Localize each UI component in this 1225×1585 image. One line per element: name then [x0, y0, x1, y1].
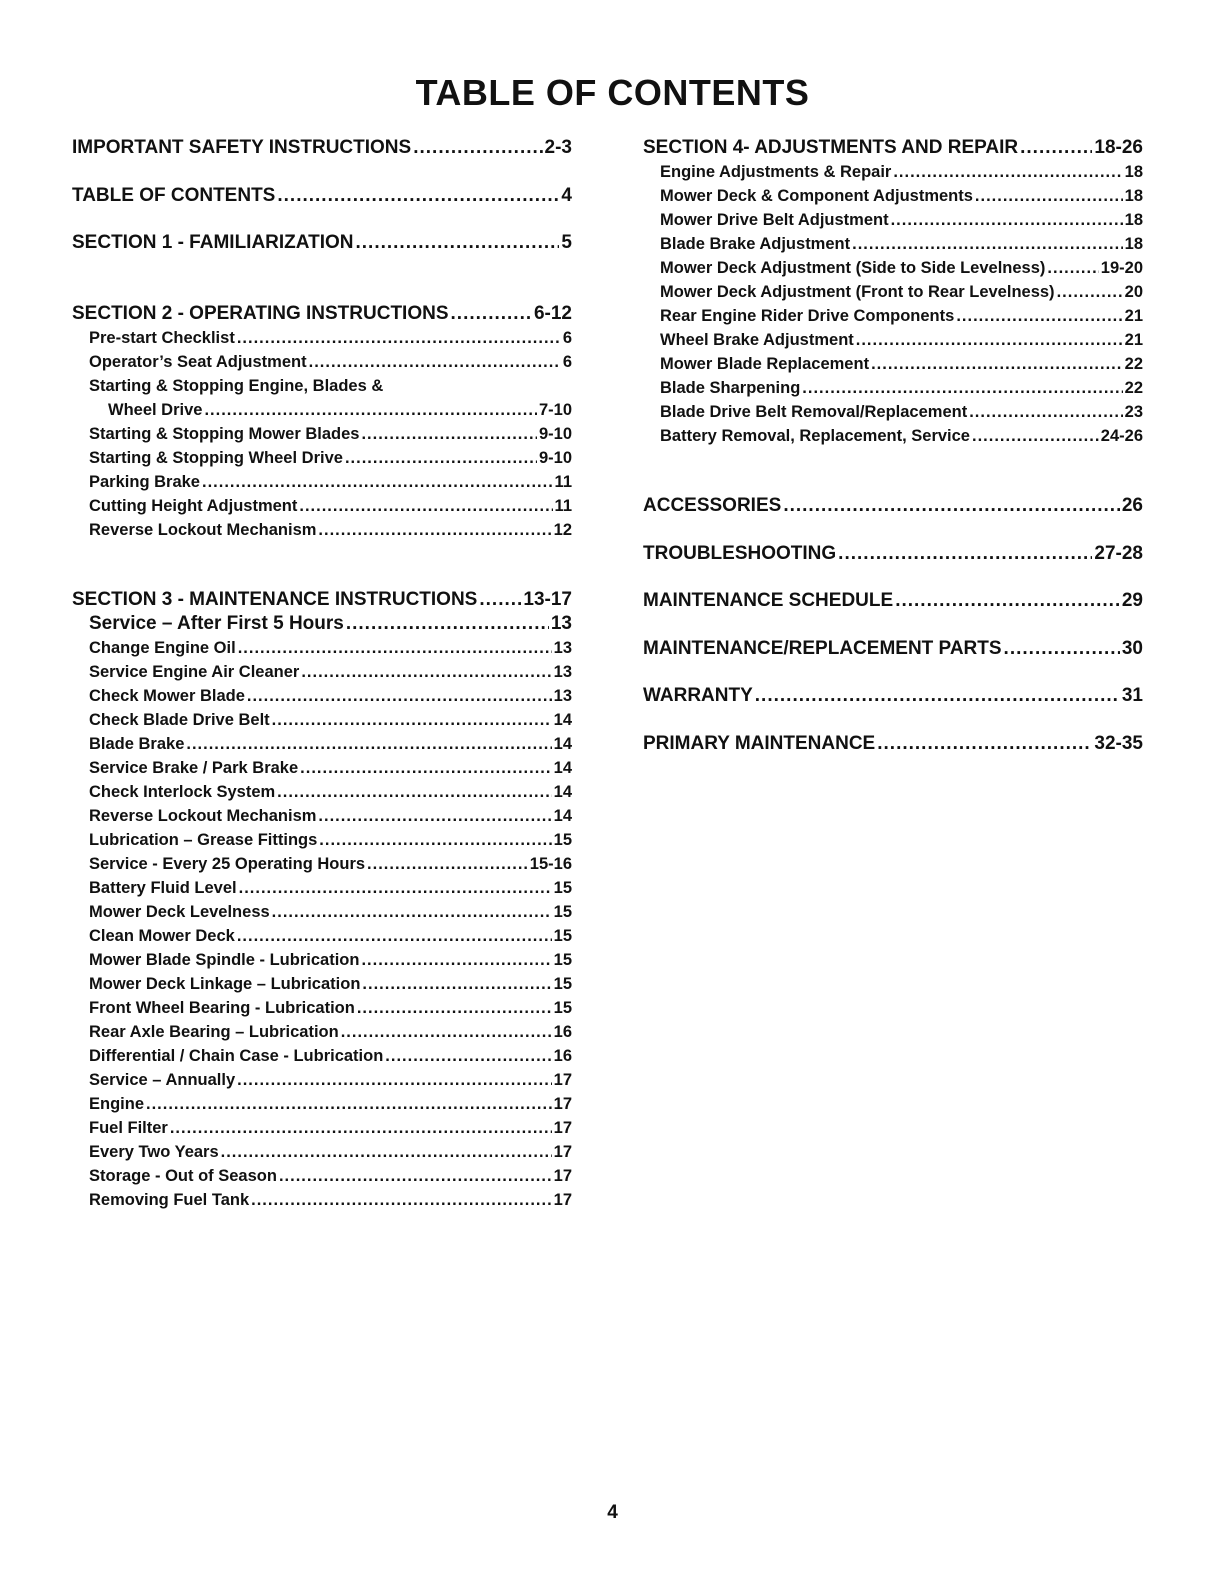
entry-page: 11 — [554, 497, 572, 515]
toc-subentry[interactable] — [643, 376, 1143, 400]
dot-leader — [361, 422, 537, 446]
toc-subentry[interactable] — [72, 852, 572, 876]
entry-page: 13 — [553, 639, 572, 657]
dot-leader — [838, 542, 1092, 566]
toc-subentry[interactable] — [643, 160, 1143, 184]
entry-title: Starting & Stopping Mower Blades — [89, 425, 360, 443]
entry-page: 13-17 — [523, 589, 572, 610]
entry-page: 17 — [553, 1095, 572, 1113]
dot-leader — [277, 780, 551, 804]
dot-leader — [279, 1164, 552, 1188]
entry-page: 11 — [554, 473, 572, 491]
entry-title: Mower Blade Replacement — [660, 355, 870, 373]
toc-subentry[interactable] — [72, 326, 572, 350]
toc-subentry[interactable] — [72, 924, 572, 948]
toc-subentry[interactable] — [72, 1164, 572, 1188]
entry-title: Cutting Height Adjustment — [89, 497, 298, 515]
toc-subentry[interactable] — [72, 1140, 572, 1164]
entry-title: PRIMARY MAINTENANCE — [643, 732, 876, 754]
entry-page: 6 — [562, 353, 572, 371]
entry-title: Mower Drive Belt Adjustment — [660, 211, 889, 229]
toc-right-column — [643, 136, 1143, 756]
entry-page: 18 — [1124, 235, 1143, 253]
toc-subentry-service-first[interactable] — [72, 612, 572, 636]
toc-entry-toc[interactable] — [72, 184, 572, 208]
toc-subentry[interactable] — [643, 232, 1143, 256]
entry-title: MAINTENANCE SCHEDULE — [643, 590, 894, 611]
entry-title: Every Two Years — [89, 1143, 219, 1161]
toc-subentry[interactable] — [643, 208, 1143, 232]
toc-subentry[interactable] — [72, 398, 572, 422]
entry-title: Pre-start Checklist — [89, 329, 235, 347]
dot-leader — [346, 612, 549, 636]
dot-leader — [237, 1068, 552, 1092]
toc-subentry[interactable] — [72, 828, 572, 852]
dot-leader — [345, 446, 537, 470]
toc-subentry[interactable] — [72, 684, 572, 708]
entry-page: 14 — [553, 735, 572, 753]
entry-title: Mower Deck Levelness — [89, 903, 270, 921]
entry-page: 18 — [1124, 211, 1143, 229]
entry-page: 15 — [553, 927, 572, 945]
toc-entry-primary-maintenance[interactable] — [643, 732, 1143, 756]
entry-title: Fuel Filter — [89, 1119, 168, 1137]
entry-page: 18 — [1124, 163, 1143, 181]
toc-subentry[interactable] — [72, 876, 572, 900]
toc-subentry[interactable] — [72, 900, 572, 924]
toc-entry-replacement-parts[interactable] — [643, 637, 1143, 661]
dot-leader — [318, 804, 551, 828]
toc-subentry[interactable] — [72, 494, 572, 518]
dot-leader — [856, 328, 1123, 352]
toc-subentry[interactable] — [643, 400, 1143, 424]
dot-leader — [357, 996, 552, 1020]
entry-title: Check Mower Blade — [89, 687, 245, 705]
entry-title: Service – After First 5 Hours — [89, 613, 344, 634]
entry-title: Service – Annually — [89, 1071, 236, 1089]
dot-leader — [361, 948, 551, 972]
page-number: 4 — [607, 1502, 618, 1523]
entry-page: 16 — [553, 1023, 572, 1041]
entry-title: MAINTENANCE/REPLACEMENT PARTS — [643, 637, 1002, 659]
dot-leader — [362, 972, 551, 996]
dot-leader — [251, 1188, 552, 1212]
dot-leader — [272, 900, 552, 924]
entry-page: 14 — [553, 711, 572, 729]
toc-subentry[interactable] — [72, 470, 572, 494]
entry-page: 2-3 — [544, 137, 572, 158]
entry-page: 16 — [553, 1047, 572, 1065]
entry-title: Differential / Chain Case - Lubrication — [89, 1047, 384, 1065]
entry-title: Reverse Lockout Mechanism — [89, 521, 317, 539]
toc-subentry-wrapped-line[interactable] — [72, 374, 572, 398]
entry-page: 32-35 — [1094, 732, 1143, 754]
entry-title: Battery Removal, Replacement, Service — [660, 427, 970, 445]
toc-subentry[interactable] — [72, 804, 572, 828]
dot-leader — [1020, 136, 1092, 160]
toc-subentry[interactable] — [72, 708, 572, 732]
toc-subentry[interactable] — [643, 304, 1143, 328]
entry-title: Check Blade Drive Belt — [89, 711, 270, 729]
entry-title: Front Wheel Bearing - Lubrication — [89, 999, 355, 1017]
entry-title: SECTION 3 - MAINTENANCE INSTRUCTIONS — [72, 589, 478, 610]
toc-subentry[interactable] — [72, 780, 572, 804]
dot-leader — [299, 494, 552, 518]
entry-title: WARRANTY — [643, 685, 753, 706]
entry-page: 24-26 — [1100, 427, 1143, 445]
dot-leader — [385, 1044, 551, 1068]
entry-title: Mower Deck & Component Adjustments — [660, 187, 973, 205]
entry-title: Rear Engine Rider Drive Components — [660, 307, 955, 325]
dot-leader — [170, 1116, 552, 1140]
entry-page: 7-10 — [538, 401, 572, 419]
dot-leader — [891, 208, 1123, 232]
entry-title: Mower Deck Adjustment (Side to Side Levelness) — [660, 259, 1046, 277]
entry-title: SECTION 2 - OPERATING INSTRUCTIONS — [72, 303, 449, 324]
entry-title: Mower Blade Spindle - Lubrication — [89, 951, 360, 969]
entry-title: Service Engine Air Cleaner — [89, 663, 300, 681]
toc-subentry[interactable] — [72, 1092, 572, 1116]
dot-leader — [186, 732, 551, 756]
toc-subentry[interactable] — [72, 1068, 572, 1092]
dot-leader — [239, 876, 552, 900]
toc-entry-maintenance-schedule[interactable] — [643, 589, 1143, 613]
dot-leader — [802, 376, 1122, 400]
dot-leader — [301, 660, 551, 684]
entry-title: SECTION 4- ADJUSTMENTS AND REPAIR — [643, 137, 1019, 158]
entry-title: Service - Every 25 Operating Hours — [89, 855, 366, 873]
entry-page: 23 — [1124, 403, 1143, 421]
entry-title: Service Brake / Park Brake — [89, 759, 299, 777]
entry-title: Check Interlock System — [89, 783, 276, 801]
entry-page: 31 — [1121, 685, 1143, 706]
entry-page: 17 — [553, 1143, 572, 1161]
entry-title: Mower Deck Linkage – Lubrication — [89, 975, 361, 993]
entry-title: Change Engine Oil — [89, 639, 236, 657]
entry-page: 14 — [553, 783, 572, 801]
dot-leader — [956, 304, 1122, 328]
toc-subentry[interactable] — [72, 1020, 572, 1044]
toc-subentry[interactable] — [72, 350, 572, 374]
dot-leader — [355, 231, 559, 255]
entry-title: Starting & Stopping Engine, Blades & — [89, 377, 384, 395]
entry-page: 30 — [1121, 637, 1143, 659]
entry-page: 18 — [1124, 187, 1143, 205]
entry-page: 17 — [553, 1119, 572, 1137]
entry-page: 12 — [553, 521, 572, 539]
toc-subentry[interactable] — [643, 352, 1143, 376]
entry-title: Mower Deck Adjustment (Front to Rear Levelness) — [660, 283, 1055, 301]
entry-page: 15-16 — [529, 855, 572, 873]
toc-subentry[interactable] — [72, 732, 572, 756]
dot-leader — [277, 184, 559, 208]
entry-title: SECTION 1 - FAMILIARIZATION — [72, 232, 354, 253]
entry-title: Blade Brake Adjustment — [660, 235, 851, 253]
page-title: TABLE OF CONTENTS — [415, 72, 810, 113]
toc-entry-accessories[interactable] — [643, 494, 1143, 518]
dot-leader — [1004, 637, 1120, 661]
entry-page: 6-12 — [533, 303, 572, 324]
toc-subentry[interactable] — [72, 518, 572, 542]
dot-leader — [318, 518, 551, 542]
entry-title: Removing Fuel Tank — [89, 1191, 250, 1209]
dot-leader — [300, 756, 551, 780]
entry-page: 15 — [553, 903, 572, 921]
dot-leader — [341, 1020, 552, 1044]
dot-leader — [893, 160, 1122, 184]
dot-leader — [247, 684, 552, 708]
toc-subentry[interactable] — [72, 1116, 572, 1140]
entry-page: 20 — [1124, 283, 1143, 301]
toc-subentry[interactable] — [72, 756, 572, 780]
toc-subentry[interactable] — [72, 636, 572, 660]
entry-title: Battery Fluid Level — [89, 879, 237, 897]
dot-leader — [272, 708, 552, 732]
toc-entry-section-1[interactable] — [72, 231, 572, 255]
toc-subentry[interactable] — [643, 256, 1143, 280]
entry-title: TROUBLESHOOTING — [643, 542, 837, 564]
toc-subentry[interactable] — [643, 280, 1143, 304]
dot-leader — [877, 732, 1092, 756]
toc-entry-troubleshooting[interactable] — [643, 542, 1143, 566]
toc-entry-section-3[interactable] — [72, 588, 572, 612]
entry-title: IMPORTANT SAFETY INSTRUCTIONS — [72, 137, 412, 158]
entry-title: Wheel Drive — [108, 401, 203, 419]
dot-leader — [969, 400, 1122, 424]
dot-leader — [852, 232, 1123, 256]
dot-leader — [1057, 280, 1123, 304]
entry-title: Reverse Lockout Mechanism — [89, 807, 317, 825]
entry-title: Engine — [89, 1095, 145, 1113]
entry-title: Engine Adjustments & Repair — [660, 163, 892, 181]
entry-title: ACCESSORIES — [643, 495, 782, 516]
dot-leader — [221, 1140, 552, 1164]
dot-leader — [238, 636, 552, 660]
entry-title: Blade Brake — [89, 735, 185, 753]
entry-title: Storage - Out of Season — [89, 1167, 277, 1185]
entry-page: 17 — [553, 1191, 572, 1209]
entry-page: 6 — [562, 329, 572, 347]
entry-title: Lubrication – Grease Fittings — [89, 831, 318, 849]
dot-leader — [237, 326, 561, 350]
entry-page: 5 — [561, 232, 572, 253]
dot-leader — [367, 852, 528, 876]
dot-leader — [451, 302, 532, 326]
toc-subentry[interactable] — [72, 948, 572, 972]
dot-leader — [413, 136, 542, 160]
toc-entry-section-2[interactable] — [72, 302, 572, 326]
toc-entry-warranty[interactable] — [643, 684, 1143, 708]
entry-page: 17 — [553, 1071, 572, 1089]
entry-page: 13 — [553, 663, 572, 681]
entry-title: Blade Drive Belt Removal/Replacement — [660, 403, 968, 421]
entry-title: Rear Axle Bearing – Lubrication — [89, 1023, 339, 1041]
toc-subentry[interactable] — [72, 972, 572, 996]
toc-subentry[interactable] — [643, 424, 1143, 448]
entry-page: 14 — [553, 759, 572, 777]
dot-leader — [755, 684, 1120, 708]
toc-subentry[interactable] — [72, 660, 572, 684]
entry-page: 15 — [553, 999, 572, 1017]
entry-title: Blade Sharpening — [660, 379, 801, 397]
entry-page: 19-20 — [1100, 259, 1143, 277]
dot-leader — [871, 352, 1123, 376]
entry-page: 22 — [1124, 355, 1143, 373]
toc-subentry[interactable] — [72, 446, 572, 470]
entry-title: Parking Brake — [89, 473, 200, 491]
dot-leader — [975, 184, 1123, 208]
toc-entry-section-4[interactable] — [643, 136, 1143, 160]
dot-leader — [309, 350, 561, 374]
entry-page: 27-28 — [1094, 542, 1143, 564]
entry-page: 13 — [553, 687, 572, 705]
dot-leader — [237, 924, 552, 948]
dot-leader — [972, 424, 1099, 448]
entry-title: TABLE OF CONTENTS — [72, 184, 276, 206]
entry-page: 15 — [553, 951, 572, 969]
entry-page: 26 — [1121, 495, 1143, 516]
entry-page: 22 — [1124, 379, 1143, 397]
entry-title: Clean Mower Deck — [89, 927, 235, 945]
dot-leader — [479, 588, 521, 612]
entry-page: 15 — [553, 831, 572, 849]
dot-leader — [783, 494, 1120, 518]
toc-subentry[interactable] — [643, 184, 1143, 208]
entry-page: 15 — [553, 879, 572, 897]
entry-page: 21 — [1124, 307, 1143, 325]
entry-title: Starting & Stopping Wheel Drive — [89, 449, 343, 467]
toc-subentry[interactable] — [72, 1044, 572, 1068]
toc-entry-safety[interactable] — [72, 136, 572, 160]
dot-leader — [146, 1092, 552, 1116]
entry-page: 9-10 — [538, 425, 572, 443]
entry-page: 18-26 — [1094, 137, 1143, 158]
dot-leader — [895, 589, 1120, 613]
dot-leader — [1047, 256, 1098, 280]
toc-subentry[interactable] — [72, 422, 572, 446]
toc-subentry[interactable] — [643, 328, 1143, 352]
dot-leader — [204, 398, 537, 422]
toc-left-column — [72, 136, 572, 1212]
entry-page: 9-10 — [538, 449, 572, 467]
toc-subentry[interactable] — [72, 1188, 572, 1212]
dot-leader — [319, 828, 551, 852]
entry-page: 4 — [561, 184, 572, 206]
toc-subentry[interactable] — [72, 996, 572, 1020]
entry-page: 21 — [1124, 331, 1143, 349]
entry-page: 29 — [1121, 590, 1143, 611]
entry-title: Operator’s Seat Adjustment — [89, 353, 307, 371]
entry-page: 17 — [553, 1167, 572, 1185]
entry-title: Wheel Brake Adjustment — [660, 331, 854, 349]
entry-page: 15 — [553, 975, 572, 993]
entry-page: 13 — [550, 613, 572, 634]
entry-page: 14 — [553, 807, 572, 825]
dot-leader — [202, 470, 553, 494]
